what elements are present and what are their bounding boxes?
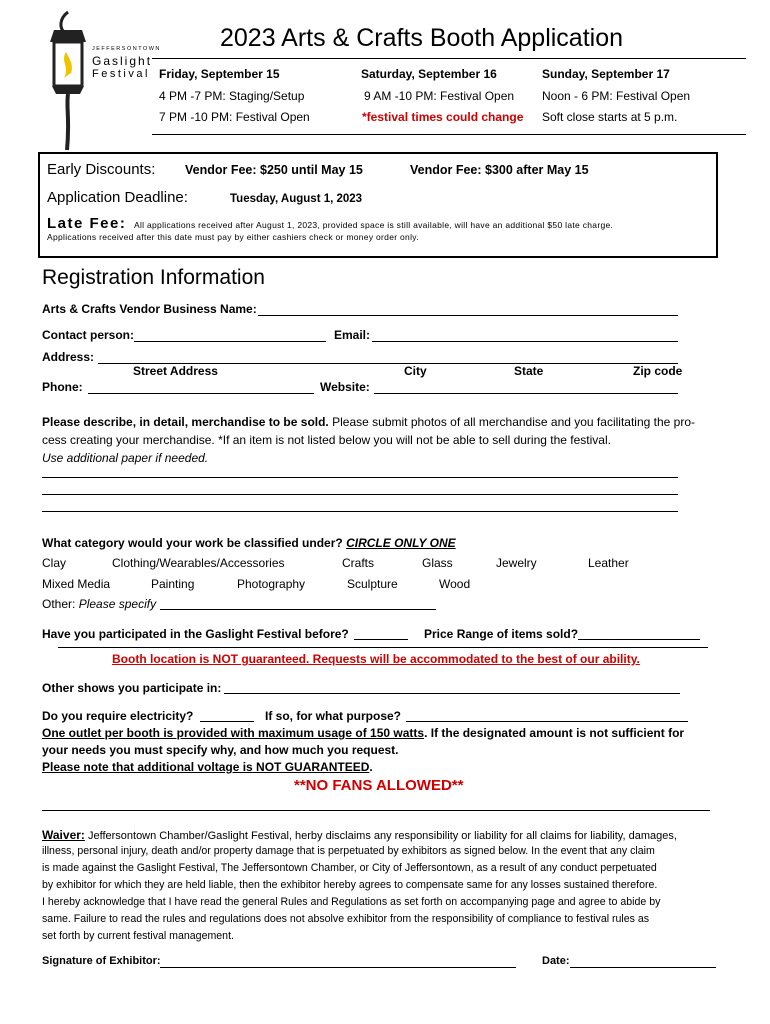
contact-field[interactable] [134,341,326,342]
early-label: Early Discounts: [47,161,156,178]
waiver-line-1: illness, personal injury, death and/or property damage that is perpetuated by exhibitors as signed below. In the event that any claim [42,845,655,857]
category-mixed-media[interactable]: Mixed Media [42,577,111,591]
business-name-field[interactable] [258,315,678,316]
phone-field[interactable] [88,393,314,394]
late-fee-text2: Applications received after this date must pay by either cashiers check or money order only. [47,232,419,242]
price-range-field[interactable] [578,639,700,640]
deadline-date: Tuesday, August 1, 2023 [230,193,363,205]
schedule-sunday-l2: Soft close starts at 5 p.m. [542,110,678,124]
category-glass[interactable]: Glass [422,556,453,570]
category-clothing[interactable]: Clothing/Wearables/Accessories [112,556,285,570]
logo-line1: JEFFERSONTOWN [92,46,161,52]
participated-field[interactable] [354,639,408,640]
category-jewelry[interactable]: Jewelry [496,556,537,570]
registration-heading: Registration Information [42,266,265,289]
category-other-hint: Please specify [78,597,157,611]
merch-line2: cess creating your merchandise. *If an item is not listed below you will not be able to sell during the festival. [42,433,611,447]
category-wood[interactable]: Wood [439,577,471,591]
category-crafts[interactable]: Crafts [342,556,375,570]
electricity-notice1-u: One outlet per booth is provided with maximum usage of 150 watts [42,726,425,740]
category-leather[interactable]: Leather [588,556,629,570]
schedule-friday-l1: 4 PM -7 PM: Staging/Setup [159,89,305,103]
merch-lead-bold: Please describe, in detail, merchandise to be sold. [42,415,329,429]
signature-field[interactable] [160,967,516,968]
electricity-notice3-end: . [369,760,373,774]
website-label: Website: [320,380,370,394]
address-zip-caption: Zip code [633,364,683,378]
electricity-question: Do you require electricity? [42,709,194,723]
date-label: Date: [542,955,570,967]
lamppost-icon [40,8,153,153]
deadline-label: Application Deadline: [47,189,188,206]
category-other [42,597,156,611]
merch-answer-line-3[interactable] [42,511,678,512]
merch-lead-rest: Please submit photos of all merchandise and you facilitating the pro- [328,415,695,429]
page-title: 2023 Arts & Crafts Booth Application [220,24,624,52]
category-question [42,536,456,550]
category-photography[interactable]: Photography [237,577,306,591]
electricity-notice2: your needs you must specify why, and how much you request. [42,743,399,757]
category-sculpture[interactable]: Sculpture [347,577,398,591]
merch-answer-line-2[interactable] [42,494,678,495]
website-field[interactable] [374,393,678,394]
electricity-notice3-u: Please note that additional voltage is NOT GUARANTEED [42,760,370,774]
waiver-line-2: is made against the Gaslight Festival, The Jeffersontown Chamber, or City of Jeffersontown, as a result of any conduct perpetuated [42,862,657,874]
electricity-notice3 [42,760,373,774]
email-label: Email: [334,328,371,342]
category-other-field[interactable] [160,609,436,610]
electricity-field[interactable] [200,721,254,722]
late-fee-label: Late Fee: [47,215,127,232]
participation-rule [58,647,708,648]
schedule-sunday-l1: Noon - 6 PM: Festival Open [542,89,691,103]
date-field[interactable] [570,967,716,968]
schedule-sunday-day: Sunday, September 17 [542,67,670,81]
electricity-notice1-rest: . If the designated amount is not sufficient for [424,726,685,740]
waiver-line-4: I hereby acknowledge that I have read the general Rules and Regulations as set forth on accompanying page and agree to abide by [42,896,661,908]
address-city-caption: City [404,364,427,378]
waiver-line-0 [42,828,677,842]
late-fee-text1: All applications received after August 1, 2023, provided space is still available, will have an additional $50 late charge. [134,220,614,230]
waiver-line-3: by exhibitor for which they are held liable, then the exhibitor hereby agrees to compensate same for any losses sustained therefore. [42,879,658,891]
address-street-caption: Street Address [133,364,218,378]
festival-logo [40,8,161,153]
title-rule [152,58,746,59]
schedule-rule [152,134,746,135]
signature-label: Signature of Exhibitor: [42,955,161,967]
participated-question: Have you participated in the Gaslight Festival before? [42,627,349,641]
booth-notice: Booth location is NOT guaranteed. Requests will be accommodated to the best of our ability. [112,652,640,666]
business-name-label: Arts & Crafts Vendor Business Name: [42,302,257,316]
category-other-label: Other: [42,597,76,611]
schedule-friday-l2: 7 PM -10 PM: Festival Open [159,110,310,124]
schedule-friday-day: Friday, September 15 [159,67,280,81]
logo-line2: Gaslight [92,54,153,68]
phone-label: Phone: [42,380,83,394]
waiver-label: Waiver: [42,828,85,842]
waiver-text-0: Jeffersontown Chamber/Gaslight Festival, herby disclaims any responsibility or liability for all claims for liability, damages, [84,830,677,842]
no-fans-notice: **NO FANS ALLOWED** [294,777,464,794]
waiver-line-5: same. Failure to read the rules and regulations does not absolve exhibitor from the responsibility of compliance to festival rules as [42,913,650,925]
electricity-purpose-field[interactable] [406,721,688,722]
category-painting[interactable]: Painting [151,577,195,591]
merch-answer-line-1[interactable] [42,477,678,478]
other-shows-field[interactable] [224,693,680,694]
waiver-line-6: set forth by current festival management. [42,930,234,942]
no-fans-rule [42,810,710,811]
merch-line1 [42,415,695,429]
logo-line3: Festival [92,68,150,80]
schedule-saturday-l2: *festival times could change [362,110,524,124]
fee-late: Vendor Fee: $300 after May 15 [410,163,589,177]
schedule-saturday-day: Saturday, September 16 [361,67,497,81]
email-field[interactable] [372,341,678,342]
price-range-question: Price Range of items sold? [424,627,579,641]
merch-line3: Use additional paper if needed. [42,451,209,465]
category-circle-note: CIRCLE ONLY ONE [346,536,456,550]
electricity-purpose-question: If so, for what purpose? [265,709,402,723]
address-state-caption: State [514,364,544,378]
category-clay[interactable]: Clay [42,556,67,570]
contact-label: Contact person: [42,328,135,342]
other-shows-label: Other shows you participate in: [42,681,222,695]
address-label: Address: [42,350,95,364]
electricity-notice1 [42,726,684,740]
schedule-saturday-l1: 9 AM -10 PM: Festival Open [364,89,515,103]
fee-early: Vendor Fee: $250 until May 15 [185,163,363,177]
category-question-text: What category would your work be classified under? [42,536,343,550]
